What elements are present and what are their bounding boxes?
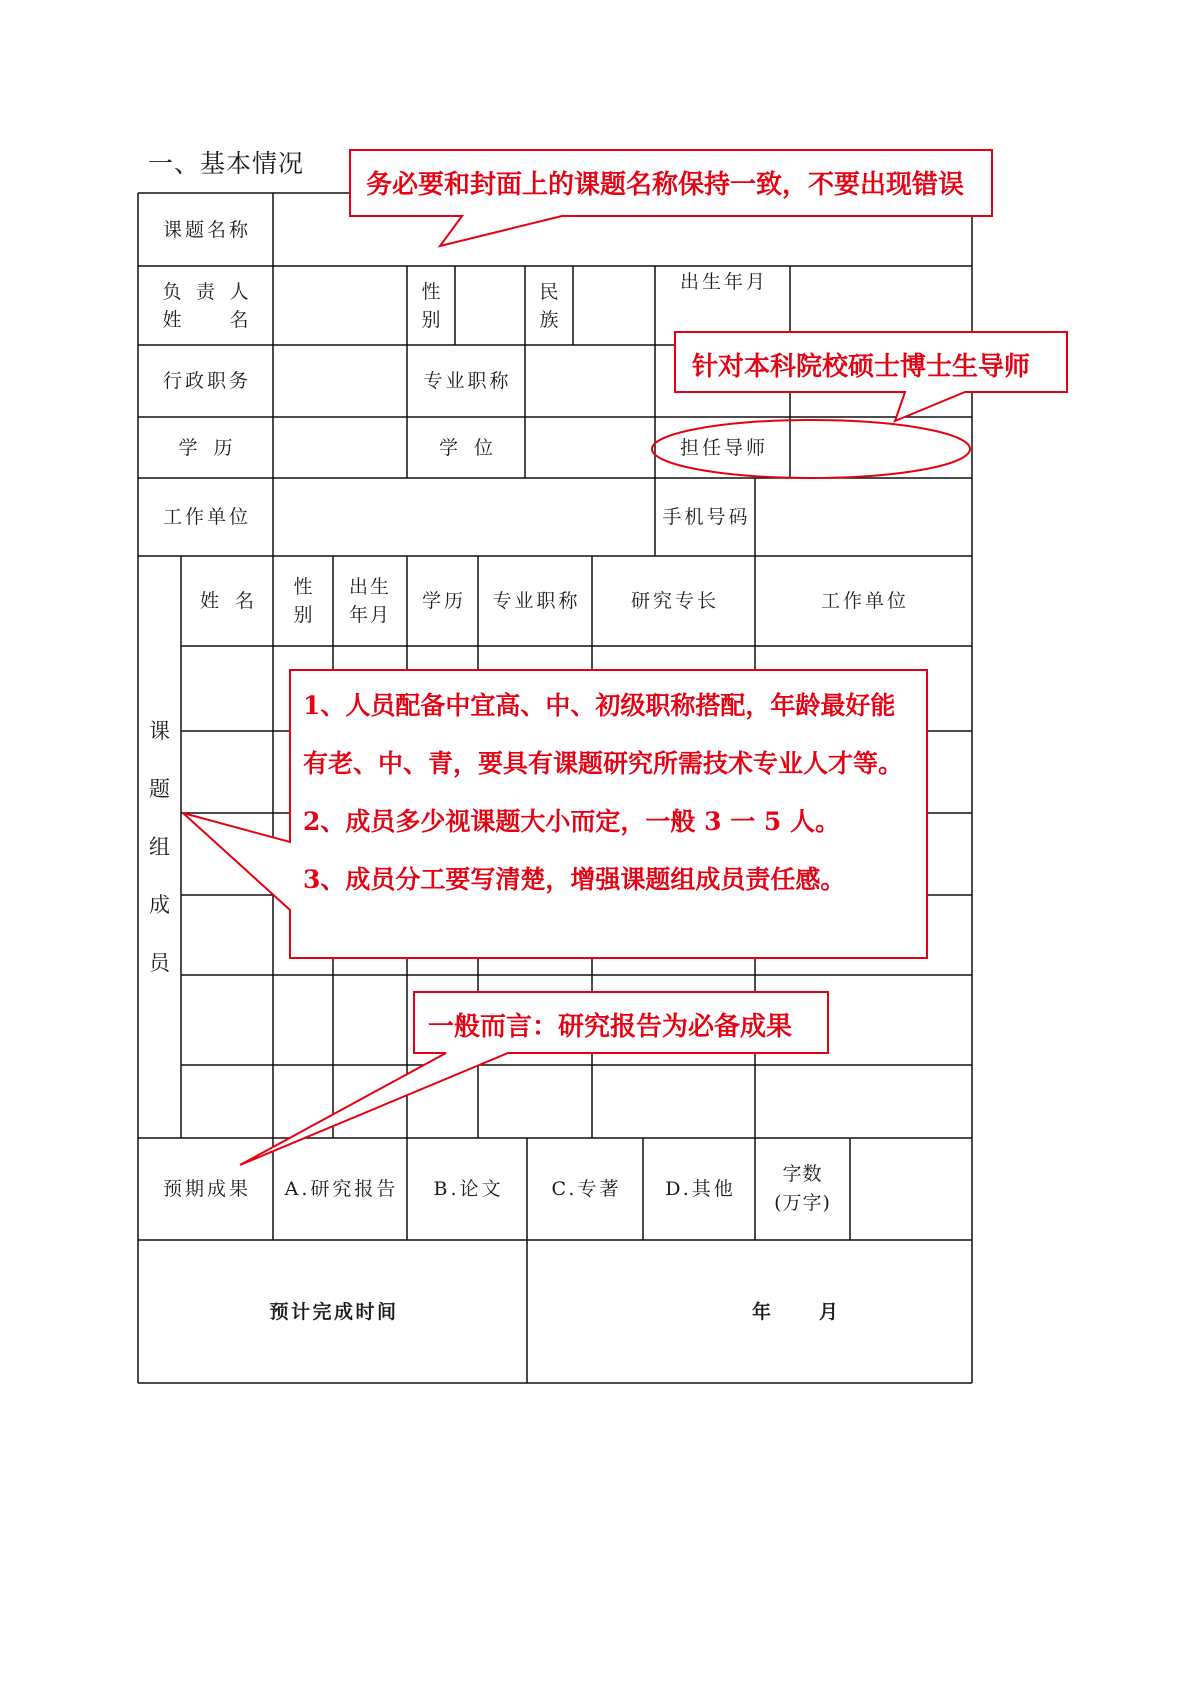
member-header-research-specialty: 研究专长	[630, 590, 719, 612]
word-count-label-line1: 字数	[782, 1163, 823, 1185]
admin-post-label: 行政职务	[162, 370, 251, 392]
member-group-label: 课题组成员	[149, 719, 170, 975]
expected-outcome-label: 预期成果	[162, 1178, 251, 1200]
completion-date-text: 年 月	[752, 1300, 838, 1323]
work-unit-label: 工作单位	[162, 506, 251, 528]
outcome-option-a: A.研究报告	[284, 1178, 399, 1200]
outcome-note-text: 一般而言：研究报告为必备成果	[428, 1012, 793, 1042]
education-label: 学 历	[178, 436, 233, 459]
supervisor-label: 担任导师	[679, 436, 768, 459]
word-count-label-line2: (万字)	[774, 1192, 831, 1214]
members-note-line: 有老、中、青，要具有课题研究所需技术专业人才等。	[303, 749, 904, 778]
member-header-gender: 性别	[293, 576, 313, 626]
gender-label: 性别	[421, 280, 441, 331]
member-header-professional-title: 专业职称	[492, 590, 581, 612]
members-note-line: 3、成员分工要写清楚，增强课题组成员责任感。	[303, 865, 846, 894]
member-header-birth: 出生年月	[348, 576, 391, 626]
members-note-line: 1、人员配备中宜高、中、初级职称搭配，年龄最好能	[303, 691, 896, 720]
members-note-line: 2、成员多少视课题大小而定，一般 3 一 5 人。	[303, 807, 841, 836]
phone-label: 手机号码	[662, 506, 751, 528]
outcome-option-b: B.论文	[433, 1178, 504, 1200]
members-note-text	[303, 677, 903, 909]
birth-date-label: 出生年月	[679, 271, 768, 293]
outcome-option-d: D.其他	[665, 1178, 736, 1200]
supervisor-note-text: 针对本科院校硕士博士生导师	[692, 352, 1031, 382]
degree-label: 学 位	[439, 436, 493, 459]
member-header-education: 学历	[421, 590, 466, 612]
ethnicity-label: 民族	[539, 280, 559, 331]
leader-name-label-line1: 负 责 人	[162, 280, 249, 303]
member-header-work-unit: 工作单位	[820, 590, 909, 612]
leader-name-label-line2: 姓 名	[162, 308, 249, 331]
professional-title-label: 专业职称	[423, 370, 512, 392]
member-header-name: 姓 名	[200, 590, 254, 612]
outcome-option-c: C.专著	[551, 1178, 622, 1200]
project-name-label: 课题名称	[162, 218, 251, 241]
title-note-text: 务必要和封面上的课题名称保持一致，不要出现错误	[366, 170, 965, 200]
section-title: 一、基本情况	[148, 149, 305, 178]
completion-time-label: 预计完成时间	[269, 1300, 399, 1323]
